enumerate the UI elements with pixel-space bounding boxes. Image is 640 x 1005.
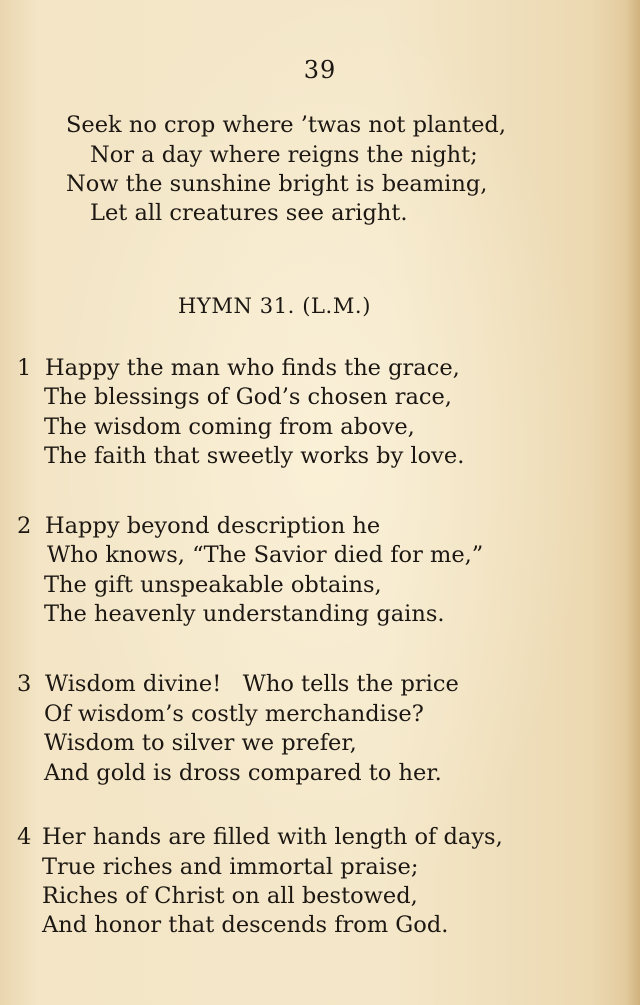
verse-line: Riches of Christ on all bestowed, [42, 883, 418, 909]
verse-number: 3 [17, 671, 32, 697]
verse-number: 1 [17, 355, 32, 381]
verse-number: 2 [17, 513, 32, 539]
verse-line: The wisdom coming from above, [44, 414, 415, 440]
stanza-line: Let all creatures see aright. [90, 200, 408, 226]
stanza-line: Now the sunshine bright is beaming, [66, 171, 488, 197]
verse-line: Who knows, “The Savior died for me,” [47, 542, 484, 568]
verse-line: The gift unspeakable obtains, [44, 572, 382, 598]
verse-line: Wisdom to silver we prefer, [44, 730, 357, 756]
verse-line: Of wisdom’s costly merchandise? [44, 701, 424, 727]
verse-line: The heavenly understanding gains. [44, 601, 445, 627]
verse-line: And honor that descends from God. [42, 912, 449, 938]
verse-line: And gold is dross compared to her. [44, 760, 442, 786]
verse-line: The blessings of God’s chosen race, [44, 384, 452, 410]
verse-line: Wisdom divine! Who tells the price [45, 671, 459, 697]
page-edge-shadow [626, 0, 640, 1005]
page-number: 39 [303, 56, 337, 84]
verse-line: Happy beyond description he [45, 513, 381, 539]
stanza-line: Seek no crop where ’twas not planted, [66, 112, 506, 138]
verse-line: Her hands are filled with length of days, [42, 824, 503, 850]
verse-line: True riches and immortal praise; [42, 854, 419, 880]
verse-line: Happy the man who finds the grace, [45, 355, 460, 381]
stanza-line: Nor a day where reigns the night; [90, 142, 478, 168]
hymn-title: HYMN 31. (L.M.) [178, 294, 371, 318]
verse-line: The faith that sweetly works by love. [44, 443, 465, 469]
verse-number: 4 [17, 824, 32, 850]
